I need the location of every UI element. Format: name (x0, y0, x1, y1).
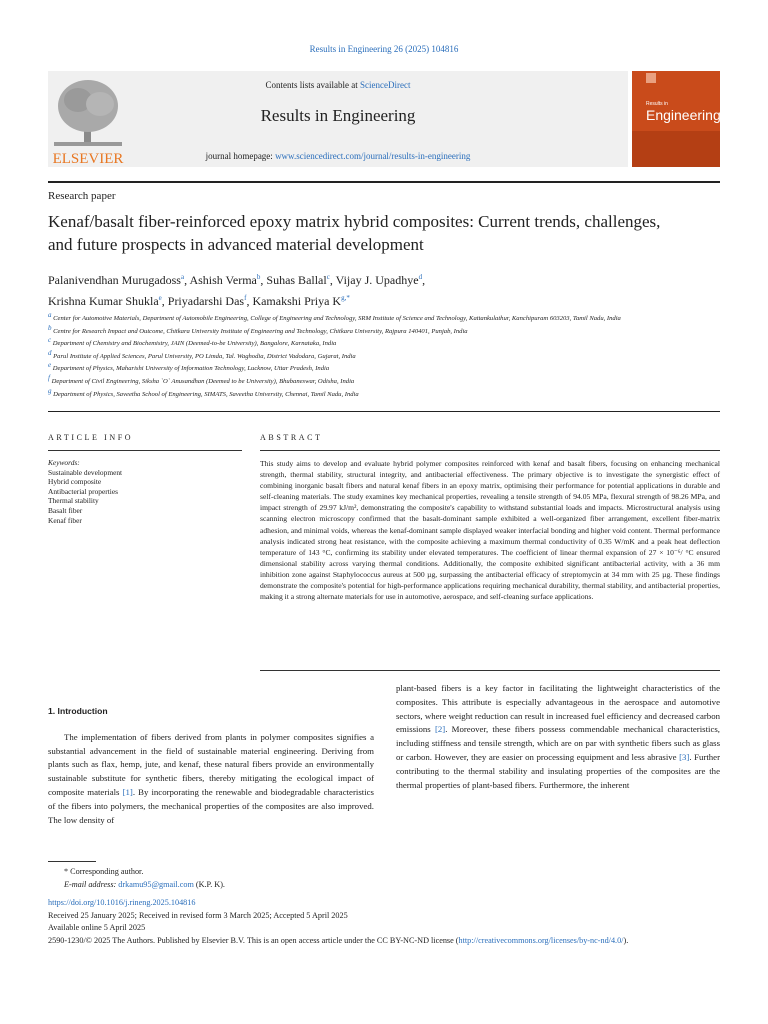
affiliation-item (48, 349, 728, 362)
sciencedirect-link[interactable]: ScienceDirect (360, 80, 411, 90)
author-affiliation-mark[interactable]: b (256, 273, 261, 281)
cover-emblem (646, 73, 656, 83)
affiliation-list (48, 311, 728, 399)
affiliation-text: Centre for Research Impact and Outcome, Chitkara University Institute of Engineering and Technology, Chitkara University, Rajpura 140401, Punjab, India (51, 327, 468, 335)
cover-title: Engineering (646, 107, 721, 123)
cover-small-text: Results in (646, 101, 668, 107)
keyword-item: Thermal stability (48, 496, 99, 506)
affiliation-item (48, 311, 728, 324)
author-name: Kamakshi Priya K (252, 294, 342, 308)
intro-paragraph-1 (48, 731, 374, 828)
paragraph-text: . Further contributing to the thermal stability and insulating properties of the composites are the thermal properties of plant-based fibers. Furthermore, the inherent (396, 751, 721, 790)
affiliation-text: Department of Physics, Maharishi University of Information Technology, Lucknow, Uttar Pradesh, India (51, 365, 330, 373)
article-type: Research paper (48, 190, 116, 202)
email-line: E-mail address: drkamu95@gmail.com (K.P. K). (64, 879, 225, 889)
license-statement: 2590-1230/© 2025 The Authors. Published by Elsevier B.V. This is an open access article under the CC BY-NC-ND license (http://creativecommons.org/licenses/by-nc-nd/4.0/). (48, 935, 629, 945)
article-info-heading: ARTICLE INFO (48, 433, 134, 442)
keyword-item: Sustainable development (48, 467, 123, 477)
author-affiliation-mark[interactable]: f (244, 294, 247, 302)
journal-cover-thumbnail[interactable] (632, 71, 720, 167)
affiliation-text: Department of Civil Engineering, Siksha `O` Anusandhan (Deemed to be University), Bhubaneswar, Odisha, India (49, 378, 355, 386)
affiliation-item (48, 336, 728, 349)
author-name: Suhas Ballal (266, 273, 327, 287)
keyword-item: Kenaf fiber (48, 515, 82, 525)
article-title: Kenaf/basalt fiber-reinforced epoxy matrix hybrid composites: Current trends, challenges, and future prospects in advanced material development (48, 212, 661, 254)
affiliation-mark: e (48, 361, 52, 370)
author-affiliation-mark[interactable]: g,* (341, 294, 350, 302)
homepage-link[interactable]: www.sciencedirect.com/journal/results-in-engineering (275, 151, 471, 161)
elsevier-wordmark: ELSEVIER (52, 151, 124, 166)
keyword-list (48, 468, 242, 526)
paragraph-text: The implementation of fibers derived from plants in polymer composites signifies a substantial advancement in the field of sustainable material engineering. Deriving from plants such as flax, hemp, jute, and kenaf, these natural fibers provide an environmentally sustainable substitute for synthetic fibers, thereby mitigating the ecological impact of composite materials (48, 731, 374, 797)
reference-link[interactable]: [3] (679, 751, 690, 762)
author-affiliation-mark[interactable]: d (418, 273, 423, 281)
affiliation-mark: b (48, 323, 52, 332)
section-heading-introduction: 1. Introduction (48, 706, 108, 716)
affiliation-mark: d (48, 348, 52, 357)
affiliation-item (48, 387, 728, 400)
abstract-divider (260, 450, 720, 451)
affiliation-item (48, 361, 728, 374)
abstract-text: This study aims to develop and evaluate hybrid polymer composites reinforced with kenaf and basalt fibers, focusing on enhancing mechanical strength, thermal stability, structural integrity, and antibacterial effectiveness. The primary objective is to investigate the synergistic effect of combining inorganic basalt fibers and natural kenaf fibers in an epoxy matrix, optimising their performance for potential applications in durable and self-cleaning materials. The study examines key mechanical properties, revealing a tensile strength of 94.05 MPa, flexural strength of 98.26 MPa, and impact strength of 29.97 kJ/m², demonstrating the composite's capability to withstand substantial loads and impacts. Microstructural analysis using scanning electron microscopy confirmed that the basalt-dominant sample exhibited a well-organized fiber arrangement, excellent fiber-matrix adhesion, and minimal voids, whereas the kenaf-dominant sample displayed weaker interfacial bonding and higher void content. Thermal performance analysis indicated strong heat resistance, with the composite achieving a maximum thermal conductivity of 0.35 W/mK and a peak heat deflection temperature of 143 °C, confirming its stability under elevated temperatures. The coefficient of linear thermal expansion of 27 × 10⁻⁶/ °C ensured dimensional stability across varying thermal conditions. Additionally, the composite exhibited significant antibacterial activity, with a 36 mm inhibition zone against Staphylococcus aureus at 500 µg, surpassing the antibacterial efficacy of streptomycin at 34 mm with 25 µg. These findings demonstrate the composite's potential for high-performance applications requiring mechanical durability, thermal stability, and antibacterial properties, making it a strong alternate materials for use in automotive, aerospace, and self-cleaning surface applications. (260, 459, 720, 602)
abstract-bottom-divider (260, 670, 720, 671)
affiliation-divider (48, 411, 720, 412)
footnote-divider (48, 861, 96, 862)
affiliation-mark: g (48, 386, 52, 395)
received-dates: Received 25 January 2025; Received in revised form 3 March 2025; Accepted 5 April 2025 (48, 910, 348, 920)
author-name: Krishna Kumar Shukla (48, 294, 159, 308)
intro-paragraph-continued (396, 682, 720, 792)
author-name: Vijay J. Upadhye (335, 273, 419, 287)
header-divider (48, 181, 720, 183)
body-column-right (396, 682, 720, 792)
affiliation-mark: f (48, 373, 50, 382)
email-link[interactable]: drkamu95@gmail.com (118, 879, 194, 889)
keyword-item: Hybrid composite (48, 477, 102, 487)
affiliation-text: Parul Institute of Applied Sciences, Parul University, PO Limda, Tal. Waghodia, District Vadodara, Gujarat, India (51, 352, 356, 360)
affiliation-mark: c (48, 336, 52, 345)
affiliation-text: Department of Physics, Saveetha School of Engineering, SIMATS, Saveetha University, Chennai, Tamil Nadu, India (51, 390, 359, 398)
footnotes (48, 866, 720, 948)
abstract-heading: ABSTRACT (260, 433, 323, 442)
keywords-block (48, 458, 242, 525)
keyword-item: Basalt fiber (48, 505, 83, 515)
paragraph-text: . By incorporating the renewable and biodegradable characteristics of the fibers into polymers, the mechanical properties of the composites are also improved. The low density of (48, 786, 374, 825)
affiliation-text: Department of Chemistry and Biochemistry, JAIN (Deemed-to-be University), Bangalore, Karnataka, India (51, 340, 337, 348)
author-list: Palanivendhan Murugadoss$^a$, Ashish Verma$^b$, Suhas Ballal$^c$, Vijay J. Upadhye$^d$, Krishna Kumar Shukla$^e$, Priyadarshi Das$^f$, Kamakshi Priya $K^{g,*}$ (48, 273, 426, 308)
journal-title: Results in Engineering (260, 106, 416, 125)
affiliation-item (48, 374, 728, 387)
keyword-item: Antibacterial properties (48, 486, 118, 496)
author-affiliation-mark[interactable]: c (326, 273, 330, 281)
paragraph-text: plant-based fibers is a key factor in facilitating the lightweight characteristics of the composites. This attribute is especially advantageous in the aerospace and automotive sectors, where weight reduction can result in increased fuel efficiency and decreased carbon emissions (396, 683, 720, 735)
reference-link[interactable]: [1] (122, 786, 133, 797)
keywords-label: Keywords: (48, 458, 80, 467)
cover-image-band (632, 131, 720, 167)
body-column-left (48, 705, 374, 827)
contents-line: Contents lists available at ScienceDirect (265, 80, 411, 90)
reference-link[interactable]: [2] (434, 724, 446, 735)
corresponding-author-note: * Corresponding author. (64, 867, 144, 876)
doi-link[interactable]: https://doi.org/10.1016/j.rineng.2025.104816 (48, 898, 196, 908)
author-name: Priyadarshi Das (167, 294, 245, 308)
license-link[interactable]: http://creativecommons.org/licenses/by-nc-nd/4.0/ (458, 935, 624, 945)
journal-homepage: journal homepage: www.sciencedirect.com/journal/results-in-engineering (205, 151, 471, 161)
author-affiliation-mark[interactable]: a (180, 273, 185, 281)
author-affiliation-mark[interactable]: e (158, 294, 162, 302)
affiliation-item (48, 324, 728, 337)
author-name: Palanivendhan Murugadoss (48, 273, 181, 287)
paragraph-text: . Moreover, these fibers possess commendable mechanical characteristics, including stiffness and tensile strength, which are on par with synthetic fibers such as glass or carbon. However, they are easier on processing equipment and less abrasive (396, 724, 721, 762)
journal-citation[interactable]: Results in Engineering 26 (2025) 104816 (309, 44, 459, 54)
affiliation-text: Center for Automotive Materials, Department of Automobile Engineering, College of Engineering and Technology, SRM Institute of Science and Technology, Kattankulathur, Kanchipuram 603203, Tamil Nadu, India (51, 315, 621, 323)
available-online: Available online 5 April 2025 (48, 923, 146, 933)
article-info-divider (48, 450, 242, 451)
affiliation-mark: a (48, 311, 52, 319)
author-name: Ashish Verma (189, 273, 257, 287)
